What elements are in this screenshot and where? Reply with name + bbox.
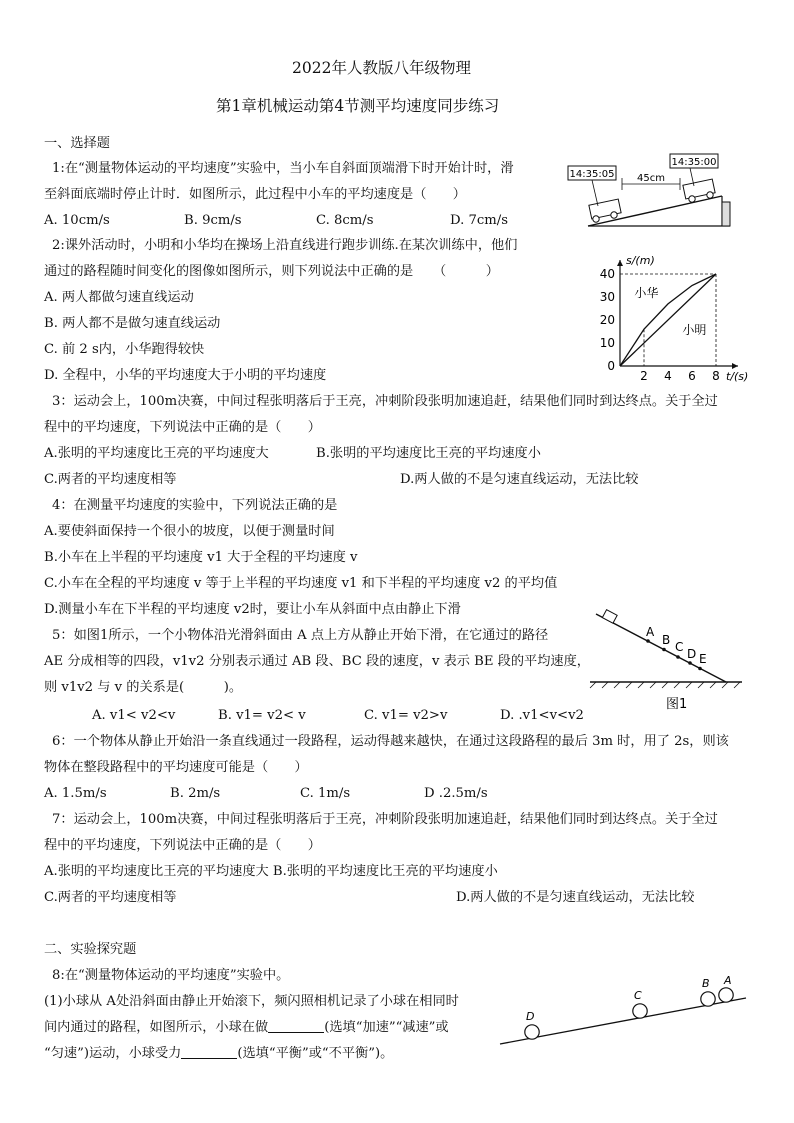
q2-option-c: C. 前 2 s内，小华跑得较快 <box>44 342 205 357</box>
q1-option-c: C. 8cm/s <box>316 213 374 228</box>
q8-line3-text-b: (选填“加速”“减速”或 <box>324 1020 449 1035</box>
q5-option-c: C. v1= v2>v <box>364 708 448 723</box>
q1-cart-figure <box>562 150 738 230</box>
q1-line2: 至斜面底端时停止计时．如图所示，此过程中小车的平均速度是（ ） <box>44 187 466 202</box>
chart-x-axis-label: t/(s) <box>726 370 749 383</box>
chart-y-tick-30: 30 <box>599 290 615 304</box>
q8-line1: 8:在“测量物体运动的平均速度”实验中。 <box>52 968 290 983</box>
q3-option-c: C.两者的平均速度相等 <box>44 472 177 487</box>
chart-y-arrow <box>617 260 623 266</box>
q5-option-a: A. v1< v2<v <box>92 708 176 723</box>
q8-line4 <box>44 1046 393 1062</box>
q1-line1: 1:在“测量物体运动的平均速度”实验中，当小车自斜面顶端滑下时开始计时，滑 <box>52 161 514 176</box>
chart-axes <box>617 260 738 369</box>
page-title: 2022年人教版八年级物理 <box>292 59 471 77</box>
q6-option-a: A. 1.5m/s <box>44 786 107 801</box>
q5-option-b: B. v1= v2< v <box>218 708 306 723</box>
q2-line1: 2:课外活动时，小明和小华均在操场上沿直线进行跑步训练.在某次训练中，他们 <box>52 238 518 253</box>
q6-line2: 物体在整段路程中的平均速度可能是（ ） <box>44 760 308 775</box>
q8-ball-c-label: C <box>634 989 642 1002</box>
q2-option-d: D. 全程中，小华的平均速度大于小明的平均速度 <box>44 368 327 383</box>
page-subtitle: 第1章机械运动第4节测平均速度同步练习 <box>216 97 500 115</box>
q8-ball-a-label: A <box>724 974 732 987</box>
q8-blank-motion[interactable] <box>268 1020 324 1033</box>
q8-ball-b-label: B <box>702 977 710 990</box>
q8-line3 <box>44 1020 449 1036</box>
q5-point-d: D <box>687 647 697 661</box>
q1-time-left: 14:35:05 <box>569 169 615 180</box>
q8-line2: (1)小球从 A处沿斜面由静止开始滚下，频闪照相机记录了小球在相同时 <box>44 994 459 1009</box>
q7-option-ab: A.张明的平均速度比王亮的平均速度大 B.张明的平均速度比王亮的平均速度小 <box>44 864 498 879</box>
q4-option-b: B.小车在上半程的平均速度 v1 大于全程的平均速度 v <box>44 550 358 565</box>
q8-ball-incline-figure <box>494 972 748 1048</box>
q5-line3: 则 v1v2 与 v 的关系是( )。 <box>44 680 243 695</box>
q1-option-d: D. 7cm/s <box>450 213 508 228</box>
chart-series-label-xiaoming: 小明 <box>682 322 707 337</box>
q3-line2: 程中的平均速度，下列说法中正确的是（ ） <box>44 420 321 435</box>
q8-line3-text: 间内通过的路程，如图所示，小球在做 <box>44 1020 269 1035</box>
chart-y-tick-40: 40 <box>599 267 615 281</box>
chart-series-label-xiaohua: 小华 <box>634 286 659 300</box>
q8-line4-text: “匀速”)运动，小球受力 <box>44 1046 182 1061</box>
q5-figure-caption: 图1 <box>666 697 688 712</box>
q4-line1: 4：在测量平均速度的实验中，下列说法正确的是 <box>52 498 338 513</box>
chart-y-axis-label: s/(m) <box>626 254 655 267</box>
q1-time-right: 14:35:00 <box>671 157 717 168</box>
section-heading-experiment: 二、实验探究题 <box>44 942 137 957</box>
q2-option-b: B. 两人都不是做匀速直线运动 <box>44 316 221 331</box>
q4-option-d: D.测量小车在下半程的平均速度 v2时，要让小车从斜面中点由静止下滑 <box>44 602 461 617</box>
chart-x-tick-4: 4 <box>664 369 672 383</box>
q7-line2: 程中的平均速度，下列说法中正确的是（ ） <box>44 838 321 853</box>
q8-line4-text-b: (选填“平衡”或“不平衡”)。 <box>237 1046 394 1061</box>
chart-y-tick-0: 0 <box>607 359 615 373</box>
chart-y-tick-20: 20 <box>599 313 615 327</box>
q4-option-a: A.要使斜面保持一个很小的坡度，以便于测量时间 <box>44 524 335 539</box>
q4-option-c: C.小车在全程的平均速度 v 等于上半程的平均速度 v1 和下半程的平均速度 v2 的平均值 <box>44 576 558 591</box>
chart-x-tick-8: 8 <box>712 369 720 383</box>
q2-distance-time-chart <box>590 252 750 386</box>
q7-line1: 7：运动会上，100m决赛，中间过程张明落后于王亮，冲刺阶段张明加速追赶，结果他们同时到达终点。关于全过 <box>52 812 718 827</box>
q6-option-c: C. 1m/s <box>300 786 351 801</box>
q6-line1: 6：一个物体从静止开始沿一条直线通过一段路程，运动得越来越快，在通过这段路程的最后 3m 时，用了 2s，则该 <box>52 734 729 749</box>
q5-line2: AE 分成相等的四段，v1v2 分别表示通过 AB 段、BC 段的速度，v 表示 BE 段的平均速度， <box>44 654 590 669</box>
q5-option-d: D. .v1<v<v2 <box>500 708 584 723</box>
q5-line1: 5：如图1所示，一个小物体沿光滑斜面由 A 点上方从静止开始下滑，在它通过的路径 <box>52 628 549 643</box>
q5-point-c: C <box>675 640 684 654</box>
q2-option-a: A. 两人都做匀速直线运动 <box>44 290 194 305</box>
chart-x-arrow <box>732 363 738 369</box>
q6-option-b: B. 2m/s <box>170 786 221 801</box>
q8-ball-d-label: D <box>526 1010 535 1023</box>
q5-point-a: A <box>646 625 655 639</box>
q1-option-b: B. 9cm/s <box>184 213 242 228</box>
q3-option-d: D.两人做的不是匀速直线运动，无法比较 <box>400 472 639 487</box>
q1-option-a: A. 10cm/s <box>44 213 110 228</box>
q3-line1: 3：运动会上，100m决赛，中间过程张明落后于王亮，冲刺阶段张明加速追赶，结果他们同时到达终点。关于全过 <box>52 394 718 409</box>
section-heading-choice: 一、选择题 <box>44 136 110 151</box>
q5-incline-figure <box>586 604 746 716</box>
q1-distance-label: 45cm <box>637 173 665 184</box>
q8-blank-force[interactable] <box>181 1046 237 1059</box>
chart-y-tick-10: 10 <box>599 336 615 350</box>
chart-x-tick-2: 2 <box>640 369 648 383</box>
q7-option-c: C.两者的平均速度相等 <box>44 890 177 905</box>
chart-x-tick-6: 6 <box>688 369 696 383</box>
q3-option-a: A.张明的平均速度比王亮的平均速度大 <box>44 446 269 461</box>
q7-option-d: D.两人做的不是匀速直线运动，无法比较 <box>456 890 695 905</box>
q6-option-d: D .2.5m/s <box>424 786 488 801</box>
q3-option-b: B.张明的平均速度比王亮的平均速度小 <box>316 446 541 461</box>
q2-line2: 通过的路程随时间变化的图像如图所示，则下列说法中正确的是 （ ） <box>44 264 499 279</box>
q5-point-e: E <box>699 652 707 666</box>
q5-point-b: B <box>662 633 671 647</box>
